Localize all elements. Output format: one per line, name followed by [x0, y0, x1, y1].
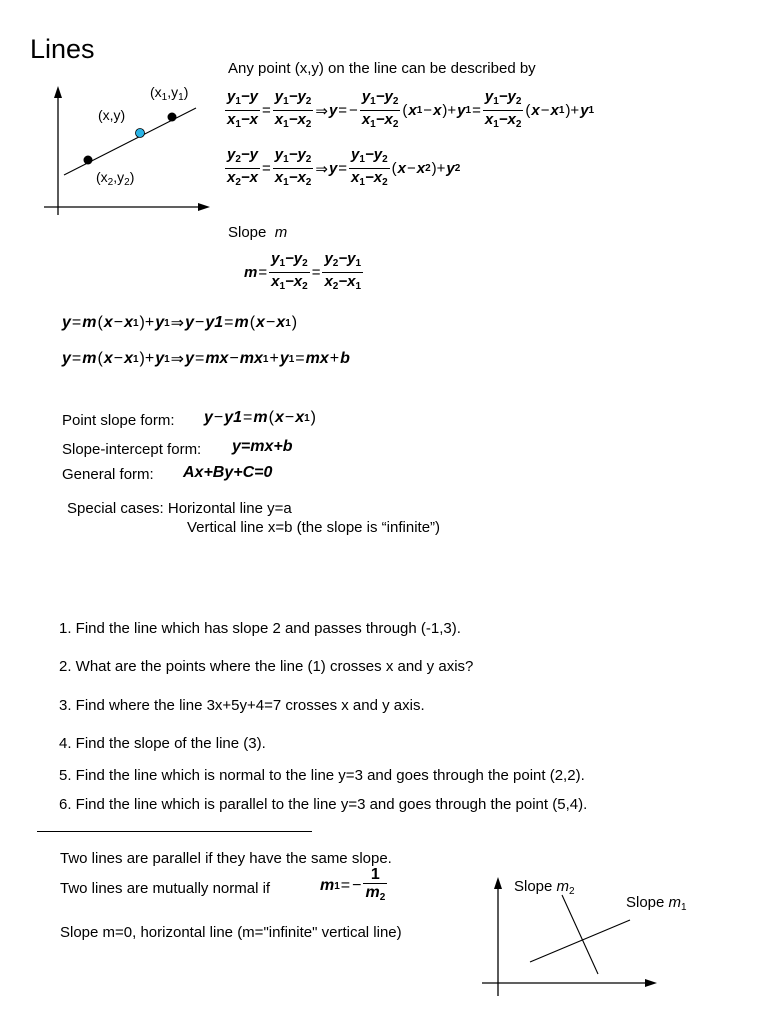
line-m2 — [562, 895, 598, 974]
point-slope-eq: y − y1 = m ( x − x 1 ) — [204, 409, 316, 426]
question-6: 6. Find the line which is parallel to the line y=3 and goes through the point (5,4). — [59, 796, 588, 813]
general-form-eq: Ax+By+C=0 — [183, 464, 273, 481]
question-2: 2. What are the points where the line (1) crosses x and y axis? — [59, 658, 474, 675]
normal-text: Two lines are mutually normal if — [60, 880, 271, 897]
line-m1 — [530, 920, 630, 962]
label-x1y1: $(x_1,y_1)$ — [150, 84, 189, 103]
label-x2y2: $(x_2,y_2)$ — [96, 169, 135, 188]
label-xy: (x,y) — [98, 107, 126, 123]
derivation-2: y = m ( x − x 1 )+ y 1 ⇒ y = mx − mx 1 + y 1 = mx + b — [62, 350, 350, 368]
question-5: 5. Find the line which is normal to the line y=3 and goes through the point (2,2). — [59, 767, 585, 784]
slope-intercept-eq: y=mx+b — [232, 438, 293, 455]
point-slope-label: Point slope form: — [62, 412, 175, 429]
equation-2: $\frac{y_2-y}{x_2-x}$ = $\frac{y_1-y_2}{x_1-x_2}$ ⇒ y = $\frac{y_1-y_2}{x_1-x_2}$ ( x − x 2 )+ y 2 — [227, 146, 461, 188]
page-title: Lines — [30, 34, 95, 64]
question-1: 1. Find the line which has slope 2 and passes through (-1,3). — [59, 620, 461, 637]
parallel-text: Two lines are parallel if they have the same slope. — [60, 850, 392, 867]
question-4: 4. Find the slope of the line (3). — [59, 735, 266, 752]
intro-text: Any point (x,y) on the line can be described by — [228, 60, 536, 77]
slope-label: Slope m — [228, 224, 288, 241]
slope-zero-text: Slope m=0, horizontal line (m="infinite" vertical line) — [60, 924, 402, 941]
question-3: 3. Find where the line 3x+5y+4=7 crosses x and y axis. — [59, 697, 425, 714]
special-cases-line2: Vertical line x=b (the slope is “infinite”) — [187, 519, 441, 536]
equation-1: $\frac{y_1-y}{x_1-x}$ = $\frac{y_1-y_2}{x_1-x_2}$ ⇒ y = − $\frac{y_1-y_2}{x_1-x_2}$ ( x 1 − x )+ y 1 = $\frac{y_1-y_2}{x_1-x_2}$ ( x − x 1 )+ y 1 — [227, 88, 595, 130]
label-slope-m2: Slope $m_2$ — [514, 878, 575, 897]
slope-intercept-label: Slope-intercept form: — [62, 441, 202, 458]
general-form-label: General form: — [62, 466, 154, 483]
normal-condition-eq: m 1 = − $\frac{1}{m_2}$ — [320, 866, 386, 903]
label-slope-m1: Slope $m_1$ — [626, 894, 687, 913]
special-cases-line1: Special cases: Horizontal line y=a — [67, 500, 292, 517]
slope-formula: m = $\frac{y_1-y_2}{x_1-x_2}$ = $\frac{y_2-y_1}{x_2-x_1}$ — [244, 250, 362, 292]
derivation-1: y = m ( x − x 1 )+ y 1 ⇒ y − y1 = m ( x − x 1 ) — [62, 314, 298, 332]
